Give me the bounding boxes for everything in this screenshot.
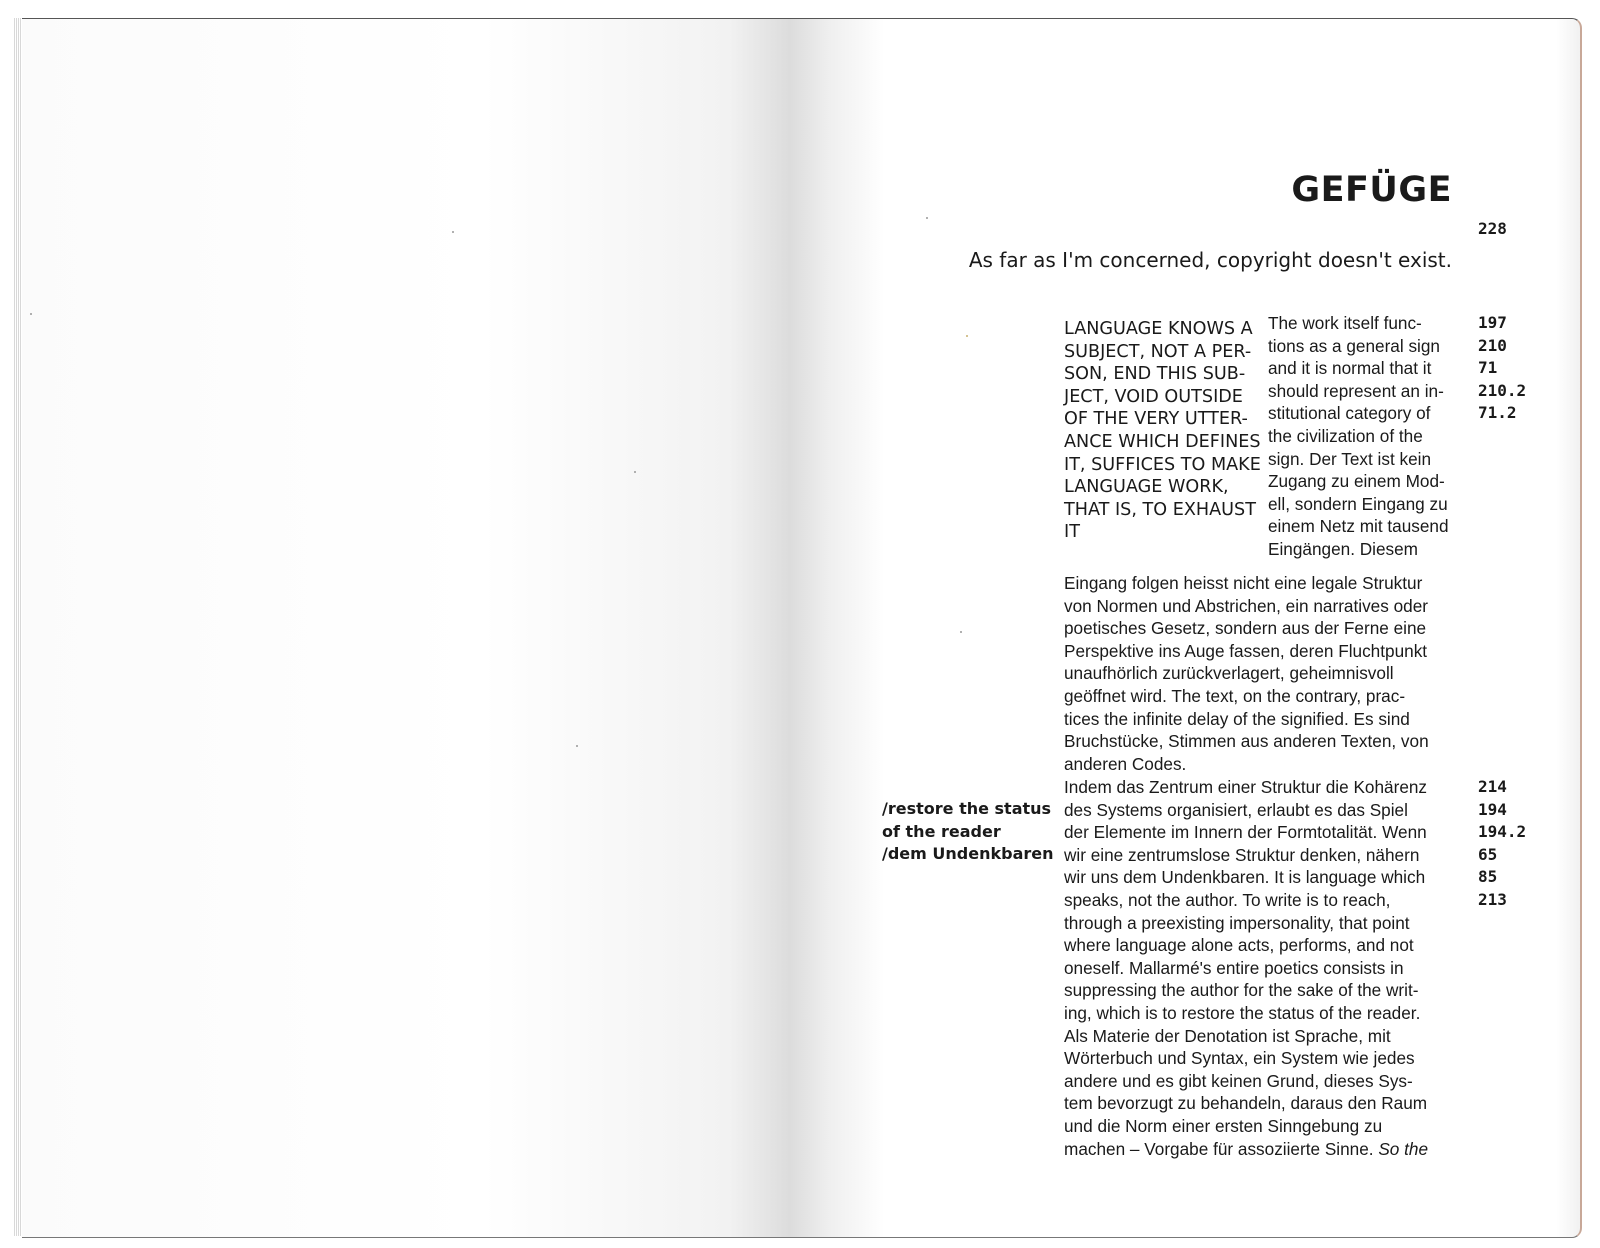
paper-speck xyxy=(634,471,636,473)
text-line: Als Materie der Denotation ist Sprache, mit xyxy=(1064,1025,1391,1046)
text-line: the civilization of the xyxy=(1268,425,1423,446)
text-line-last-italic: So the xyxy=(1378,1138,1429,1159)
text-line: oneself. Mallarmé's entire poetics consists in xyxy=(1064,957,1404,978)
caps-line: THAT IS, TO EXHAUST xyxy=(1064,499,1256,520)
reference-number: 194 xyxy=(1478,799,1507,819)
text-line: und die Norm einer ersten Sinngebung zu xyxy=(1064,1115,1383,1136)
reference-number: 71.2 xyxy=(1478,403,1517,423)
book-page-edges xyxy=(14,18,22,1236)
text-line: sign. Der Text ist kein xyxy=(1268,448,1432,469)
text-line: wir eine zentrumslose Struktur denken, nähern xyxy=(1064,844,1420,865)
text-line: stitutional category of xyxy=(1268,403,1431,424)
reference-number: 65 xyxy=(1478,844,1498,864)
epigraph: As far as I'm concerned, copyright doesn't exist. xyxy=(968,248,1452,272)
text-line: ell, sondern Eingang zu xyxy=(1268,493,1448,514)
text-line: der Elemente im Innern der Formtotalität. Wenn xyxy=(1064,822,1427,843)
text-line: des Systems organisiert, erlaubt es das Spiel xyxy=(1064,799,1408,820)
left-page-blank xyxy=(22,18,790,1238)
text-line: andere und es gibt keinen Grund, dieses Sys- xyxy=(1064,1070,1413,1091)
caps-line: SON, END THIS SUB- xyxy=(1064,364,1246,385)
paper-speck xyxy=(960,631,962,633)
text-line: speaks, not the author. To write is to reach, xyxy=(1064,889,1391,910)
caps-line: LANGUAGE KNOWS A xyxy=(1064,319,1253,339)
text-line: einem Netz mit tausend xyxy=(1268,516,1449,537)
text-line: Bruchstücke, Stimmen aus anderen Texten, von xyxy=(1064,731,1429,752)
reference-numbers-upper xyxy=(1478,312,1526,425)
margin-note: of the reader xyxy=(882,821,1001,841)
text-line-last xyxy=(1064,1138,1476,1161)
text-line: Eingängen. Diesem xyxy=(1268,538,1419,559)
text-line: von Normen und Abstrichen, ein narratives oder xyxy=(1064,595,1428,616)
reference-number: 210 xyxy=(1478,335,1507,355)
reference-number: 194.2 xyxy=(1478,822,1527,842)
text-line: The work itself func- xyxy=(1268,313,1422,333)
text-line: Indem das Zentrum einer Struktur die Kohärenz xyxy=(1064,777,1428,797)
text-line: tions as a general sign xyxy=(1268,335,1440,356)
text-line: tem bevorzugt zu behandeln, daraus den Raum xyxy=(1064,1093,1428,1114)
text-line-last-roman: machen – Vorgabe für assoziierte Sinne. xyxy=(1064,1138,1379,1159)
caps-line: LANGUAGE WORK, xyxy=(1064,477,1229,498)
caps-line: IT, SUFFICES TO MAKE xyxy=(1064,454,1261,475)
text-line: Wörterbuch und Syntax, ein System wie jedes xyxy=(1064,1048,1415,1069)
reference-number: 210.2 xyxy=(1478,380,1527,400)
reference-number: 214 xyxy=(1478,777,1507,796)
margin-notes xyxy=(882,798,1054,866)
paper-speck xyxy=(452,231,454,233)
wide-text-paragraph-1 xyxy=(1064,572,1476,775)
text-line: Perspektive ins Auge fassen, deren Fluchtpunkt xyxy=(1064,640,1428,661)
caps-line: JECT, VOID OUTSIDE xyxy=(1064,386,1243,407)
caps-quote-block xyxy=(1064,318,1264,544)
text-line: tices the infinite delay of the signified. Es sind xyxy=(1064,708,1410,729)
margin-note: /restore the status xyxy=(882,799,1052,818)
text-line: Eingang folgen heisst nicht eine legale Struktur xyxy=(1064,573,1423,593)
reference-number: 197 xyxy=(1478,313,1507,332)
text-line: unaufhörlich zurückverlagert, geheimnisvoll xyxy=(1064,663,1394,684)
text-line: Zugang zu einem Mod- xyxy=(1268,471,1445,492)
text-line: should represent an in- xyxy=(1268,380,1444,401)
text-line: ing, which is to restore the status of the reader. xyxy=(1064,1002,1421,1023)
caps-line: ANCE WHICH DEFINES xyxy=(1064,431,1261,452)
text-line: suppressing the author for the sake of the writ- xyxy=(1064,980,1419,1001)
reference-numbers-lower xyxy=(1478,776,1526,912)
caps-line: IT xyxy=(1064,522,1080,543)
text-line: wir uns dem Undenkbaren. It is language which xyxy=(1064,867,1426,888)
paper-speck xyxy=(926,217,928,219)
page-title: GEFÜGE xyxy=(1291,170,1452,210)
caps-line: OF THE VERY UTTER- xyxy=(1064,409,1248,430)
margin-note: /dem Undenkbaren xyxy=(882,844,1054,864)
paper-speck xyxy=(30,313,32,315)
paper-speck xyxy=(576,745,578,747)
text-line: anderen Codes. xyxy=(1064,753,1187,774)
text-line: geöffnet wird. The text, on the contrary, prac- xyxy=(1064,685,1406,706)
reference-number: 213 xyxy=(1478,889,1507,909)
paper-speck xyxy=(966,335,968,337)
text-line: through a preexisting impersonality, that point xyxy=(1064,912,1410,933)
page-reference-number: 228 xyxy=(1478,219,1507,238)
narrow-text-column xyxy=(1268,312,1468,561)
text-line: where language alone acts, performs, and not xyxy=(1064,935,1414,956)
wide-text-paragraph-2 xyxy=(1064,776,1476,1160)
reference-number: 85 xyxy=(1478,867,1498,887)
text-line: poetisches Gesetz, sondern aus der Ferne eine xyxy=(1064,618,1427,639)
text-line: and it is normal that it xyxy=(1268,358,1432,379)
reference-number: 71 xyxy=(1478,358,1498,378)
caps-line: SUBJECT, NOT A PER- xyxy=(1064,341,1252,362)
